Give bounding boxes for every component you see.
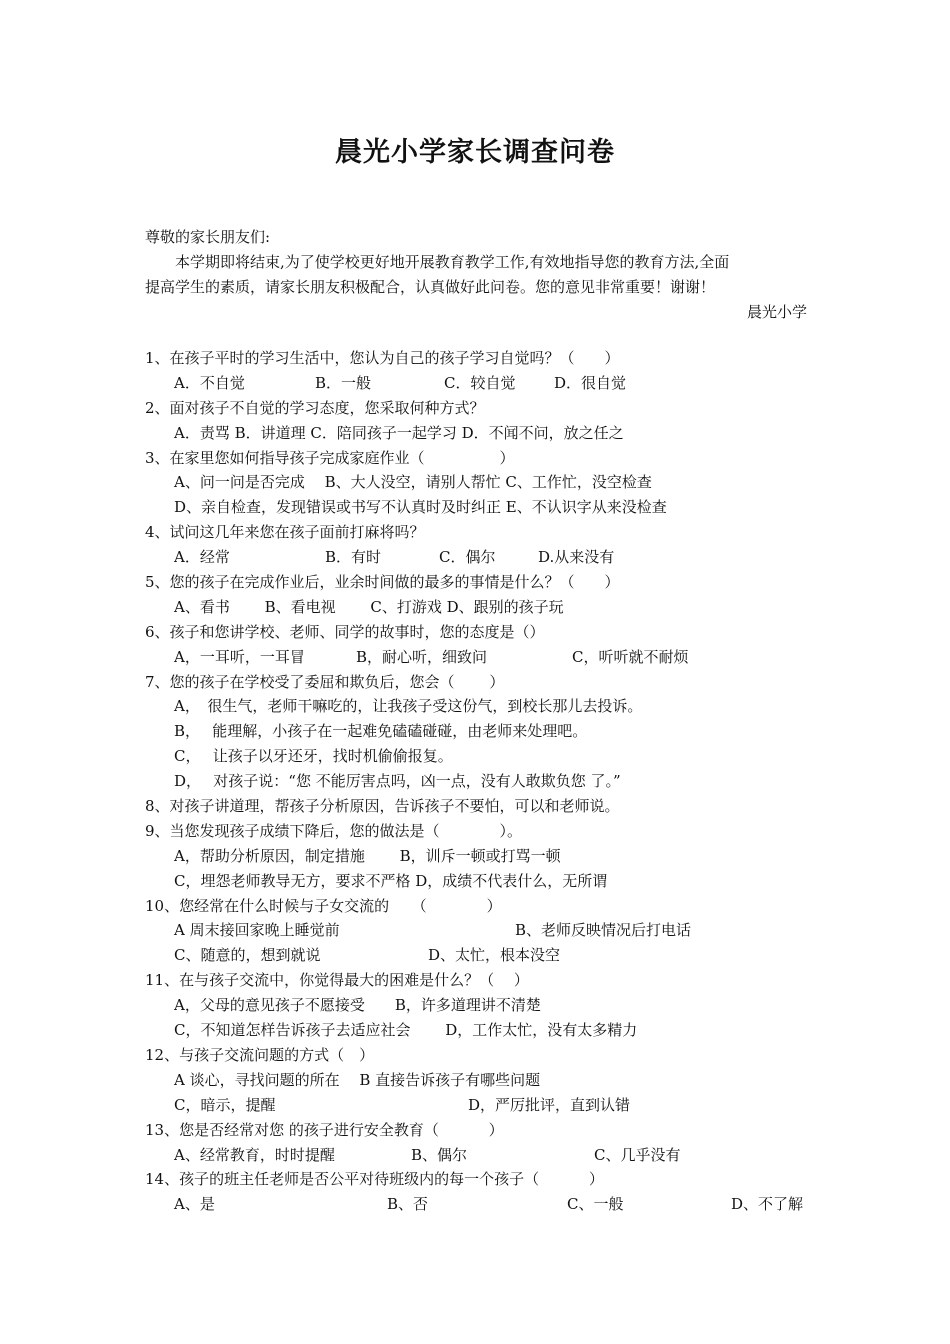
question-14-options	[145, 1192, 815, 1217]
q13-option-b[interactable]: B、偶尔	[411, 1145, 468, 1164]
question-5-options[interactable]: A、看书 B、看电视 C、打游戏 D、跟别的孩子玩	[174, 597, 564, 616]
question-8: 8、对孩子讲道理，帮孩子分析原因，告诉孩子不要怕，可以和老师说。	[145, 797, 620, 816]
question-3-options-line-2[interactable]: D、亲自检查，发现错误或书写不认真时及时纠正 E、不认识字从来没检查	[174, 498, 667, 517]
q4-option-d[interactable]: D.从来没有	[538, 548, 615, 567]
question-11-options-line-2[interactable]: C，不知道怎样告诉孩子去适应社会 D，工作太忙，没有太多精力	[174, 1021, 638, 1040]
q7-option-a[interactable]: A， 很生气，老师干嘛吃的，让我孩子受这份气，到校长那儿去投诉。	[174, 697, 643, 716]
question-10-options-row-2	[145, 943, 815, 968]
question-9-options-line-1[interactable]: A，帮助分析原因，制定措施 B，训斥一顿或打骂一顿	[174, 846, 561, 865]
q7-option-c[interactable]: C， 让孩子以牙还牙，找时机偷偷报复。	[174, 747, 453, 766]
question-12-options-row-2	[145, 1093, 815, 1118]
q4-option-c[interactable]: C．偶尔	[439, 548, 496, 567]
question-6-options	[145, 645, 815, 670]
question-1: 1、在孩子平时的学习生活中，您认为自己的孩子学习自觉吗？（ ）	[145, 349, 620, 367]
q1-option-b[interactable]: B．一般	[315, 373, 372, 392]
page-title: 晨光小学家长调查问卷	[335, 137, 615, 168]
question-12-options-line-1[interactable]: A 谈心，寻找问题的所在 B 直接告诉孩子有哪些问题	[174, 1070, 541, 1089]
question-11-options-line-1[interactable]: A，父母的意见孩子不愿接受 B，许多道理讲不清楚	[174, 996, 541, 1015]
q14-option-b[interactable]: B、否	[387, 1195, 429, 1214]
question-9: 9、当您发现孩子成绩下降后，您的做法是（ ）。	[145, 821, 523, 840]
q6-option-b[interactable]: B，耐心听，细致问	[356, 647, 488, 666]
q7-option-d[interactable]: D， 对孩子说：“您 不能厉害点吗，凶一点，没有人敢欺负您 了。”	[174, 772, 621, 791]
q10-option-d[interactable]: D、太忙，根本没空	[428, 946, 561, 965]
intro-body-line-2: 提高学生的素质，请家长朋友积极配合，认真做好此问卷。您的意见非常重要！谢谢！	[145, 278, 716, 296]
question-1-options	[145, 371, 815, 396]
question-9-options-line-2[interactable]: C，埋怨老师教导无方，要求不严格 D，成绩不代表什么，无所谓	[174, 871, 608, 890]
q10-option-c[interactable]: C、随意的，想到就说	[174, 946, 321, 965]
q13-option-c[interactable]: C、几乎没有	[594, 1145, 681, 1164]
q4-option-b[interactable]: B．有时	[325, 548, 382, 567]
question-10: 10、您经常在什么时候与子女交流的 （ ）	[145, 896, 502, 915]
q14-option-a[interactable]: A、是	[174, 1195, 215, 1214]
q7-option-b[interactable]: B， 能理解，小孩子在一起难免磕磕碰碰，由老师来处理吧。	[174, 722, 588, 741]
question-13-options	[145, 1143, 815, 1168]
intro-body-line-1: 本学期即将结束,为了使学校更好地开展教育教学工作,有效地指导您的教育方法,全面	[175, 253, 730, 271]
q1-option-a[interactable]: A．不自觉	[174, 373, 245, 392]
question-6: 6、孩子和您讲学校、老师、同学的故事时，您的态度是（）	[145, 622, 545, 641]
question-3-options-line-1[interactable]: A、问一问是否完成 B、大人没空，请别人帮忙 C、工作忙，没空检查	[174, 473, 652, 492]
greeting: 尊敬的家长朋友们:	[145, 228, 271, 246]
question-12: 12、与孩子交流问题的方式（ ）	[145, 1045, 375, 1064]
q10-option-b[interactable]: B、老师反映情况后打电话	[515, 921, 692, 940]
q4-option-a[interactable]: A．经常	[174, 548, 230, 567]
q12-option-d[interactable]: D，严厉批评，直到认错	[468, 1095, 631, 1114]
question-5: 5、您的孩子在完成作业后，业余时间做的最多的事情是什么？（ ）	[145, 573, 620, 592]
q14-option-c[interactable]: C、一般	[567, 1195, 624, 1214]
q1-option-c[interactable]: C．较自觉	[444, 373, 516, 392]
intro-section	[145, 225, 807, 325]
q13-option-a[interactable]: A、经常教育，时时提醒	[174, 1145, 335, 1164]
q6-option-a[interactable]: A，一耳听，一耳冒	[174, 647, 305, 666]
question-3: 3、在家里您如何指导孩子完成家庭作业（ ）	[145, 448, 515, 467]
signature: 晨光小学	[746, 303, 807, 321]
q12-option-c[interactable]: C，暗示，提醒	[174, 1095, 276, 1114]
question-4: 4、试问这几年来您在孩子面前打麻将吗？	[145, 523, 425, 542]
question-7: 7、您的孩子在学校受了委屈和欺负后，您会（ ）	[145, 672, 505, 691]
question-2: 2、面对孩子不自觉的学习态度，您采取何种方式？	[145, 398, 485, 417]
question-list	[145, 346, 815, 1217]
question-10-options-row-1	[145, 918, 815, 943]
q1-option-d[interactable]: D．很自觉	[554, 373, 627, 392]
question-14: 14、孩子的班主任老师是否公平对待班级内的每一个孩子（ ）	[145, 1170, 604, 1189]
question-4-options	[145, 545, 815, 570]
q14-option-d[interactable]: D、不了解	[731, 1195, 804, 1214]
question-13: 13、您是否经常对您 的孩子进行安全教育（ ）	[145, 1120, 504, 1139]
q6-option-c[interactable]: C，听听就不耐烦	[572, 647, 689, 666]
question-2-options[interactable]: A．责骂 B．讲道理 C．陪同孩子一起学习 D．不闻不问，放之任之	[174, 423, 624, 442]
q10-option-a[interactable]: A 周末接回家晚上睡觉前	[174, 921, 340, 940]
question-11: 11、在与孩子交流中，你觉得最大的困难是什么？（ ）	[145, 971, 529, 990]
